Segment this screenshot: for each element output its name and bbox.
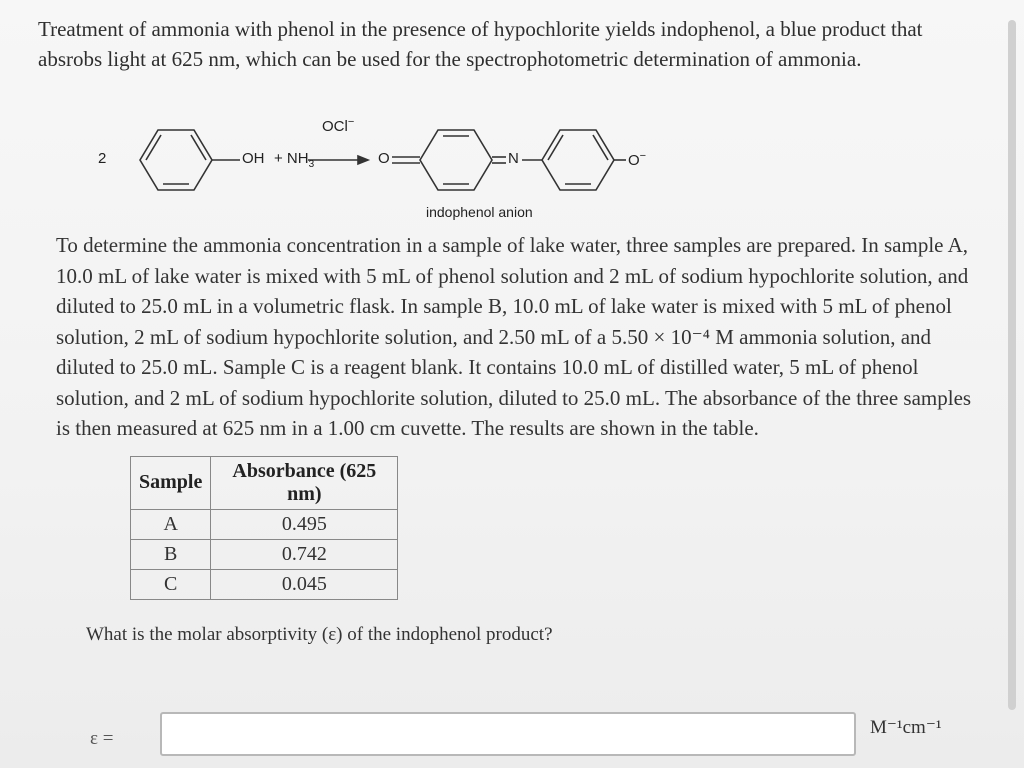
sample-cell: C	[131, 569, 211, 599]
absorbance-cell: 0.045	[211, 569, 398, 599]
problem-page	[30, 14, 990, 764]
page-scrollbar[interactable]	[1008, 20, 1016, 710]
table-row	[131, 509, 398, 539]
ammonia-label	[274, 150, 314, 170]
procedure-text: To determine the ammonia concentration in a sample of lake water, three samples are prepared. In sample A, 10.0 mL of lake water is mixed with 5 mL of phenol solution and 2 mL of sodium hypochlorite solution, and diluted to 25.0 mL in a volumetric flask. In sample B, 10.0 mL of lake water is mixed with 5 mL of phenol solution, 2 mL of sodium hypochlorite solution, and 2.50 mL of a 5.50 × 10⁻⁴ M ammonia solution, and diluted to 25.0 mL. Sample C is a reagent blank. It contains 10.0 mL of distilled water, 5 mL of phenol solution, and 2 mL of sodium hypochlorite solution, diluted to 25.0 mL. The absorbance of the three samples is then measured at 625 nm in a 1.00 cm cuvette. The results are shown in the table.	[56, 233, 972, 440]
column-header-sample: Sample	[131, 456, 211, 509]
quinone-ring	[392, 130, 506, 190]
phenol-ring	[140, 130, 240, 190]
table-row	[131, 539, 398, 569]
sample-cell: B	[131, 539, 211, 569]
carbonyl-oxygen-label: O	[378, 150, 390, 167]
imine-nitrogen-label: N	[508, 150, 519, 167]
phenolate-oxygen-label	[628, 150, 646, 169]
epsilon-label: ε =	[90, 727, 114, 749]
phenolate-oxygen-text: O	[628, 152, 640, 169]
reaction-scheme	[30, 80, 990, 230]
hypochlorite-label	[322, 116, 354, 135]
unit-label: M⁻¹cm⁻¹	[870, 716, 942, 738]
phenolate-ring	[522, 130, 626, 190]
ammonia-subscript: 3	[308, 159, 315, 170]
phenolate-charge: −	[639, 150, 647, 162]
column-header-absorbance: Absorbance (625 nm)	[211, 456, 398, 509]
molar-absorptivity-input[interactable]	[160, 712, 856, 756]
absorbance-table	[130, 456, 398, 600]
answer-row	[30, 708, 990, 768]
hypochlorite-charge: −	[347, 116, 355, 128]
reaction-arrow	[308, 156, 368, 164]
problem-intro: Treatment of ammonia with phenol in the presence of hypochlorite yields indophenol, a blue product that absrobs light at 625 nm, which can be used for the spectrophotometric determination of ammonia.	[38, 17, 923, 71]
product-name-label: indophenol anion	[426, 204, 533, 220]
coefficient-label: 2	[98, 150, 107, 167]
table-row	[131, 569, 398, 599]
sample-cell: A	[131, 509, 211, 539]
absorbance-cell: 0.742	[211, 539, 398, 569]
hypochlorite-text: OCl	[322, 118, 348, 135]
hydroxyl-label: OH	[242, 150, 265, 167]
table-header-row	[131, 456, 398, 509]
absorbance-cell: 0.495	[211, 509, 398, 539]
question-text: What is the molar absorptivity (ε) of the indophenol product?	[86, 623, 553, 645]
plus-ammonia-text: + NH	[274, 150, 309, 167]
